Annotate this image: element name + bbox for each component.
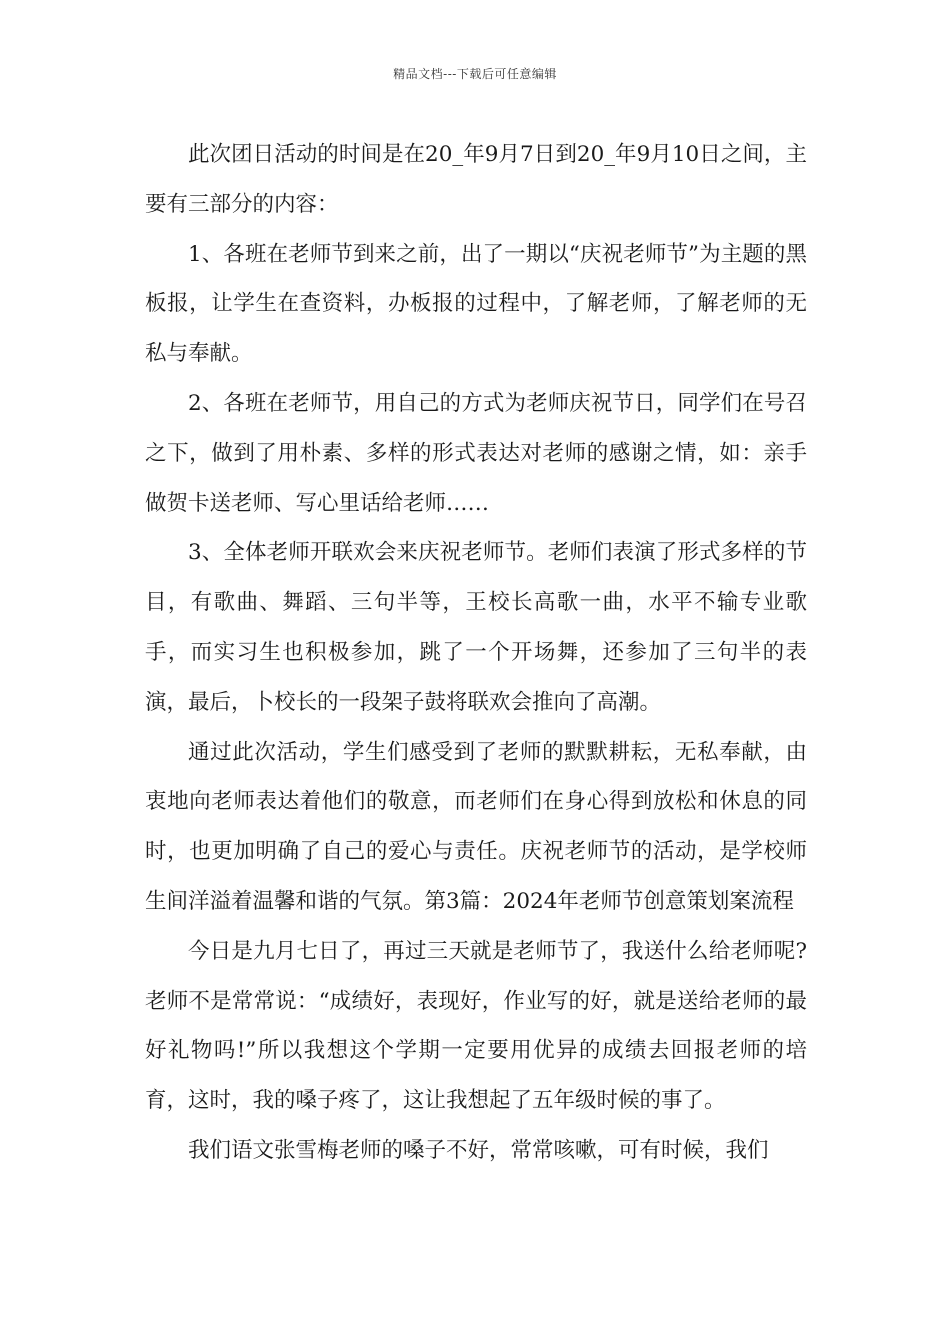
paragraph: 3、全体老师开联欢会来庆祝老师节。老师们表演了形式多样的节目，有歌曲、舞蹈、三句半等，王校长高歌一曲，水平不输专业歌手，而实习生也积极参加，跳了一个开场舞，还参加了三句半的表演，最后，卜校长的一段架子鼓将联欢会推向了高潮。 xyxy=(145,540,807,715)
paragraph: 2、各班在老师节，用自己的方式为老师庆祝节日，同学们在号召之下，做到了用朴素、多样的形式表达对老师的感谢之情，如：亲手做贺卡送老师、写心里话给老师…… xyxy=(145,390,807,516)
paragraph: 今日是九月七日了，再过三天就是老师节了，我送什么给老师呢?老师不是常常说：“成绩好，表现好，作业写的好，就是送给老师的最好礼物吗!”所以我想这个学期一定要用优异的成绩去回报老师的培育，这时，我的嗓子疼了，这让我想起了五年级时候的事了。 xyxy=(145,938,807,1114)
page-header: 精品文档---下载后可任意编辑 xyxy=(393,67,557,81)
paragraph: 此次团日活动的时间是在20_年9月7日到20_年9月10日之间，主要有三部分的内容： xyxy=(145,142,807,217)
document-body xyxy=(145,130,807,1176)
paragraph: 我们语文张雪梅老师的嗓子不好，常常咳嗽，可有时候，我们 xyxy=(188,1137,769,1163)
paragraph: 通过此次活动，学生们感受到了老师的默默耕耘，无私奉献，由衷地向老师表达着他们的敬意，而老师们在身心得到放松和休息的同时，也更加明确了自己的爱心与责任。庆祝老师节的活动，是学校师生间洋溢着温馨和谐的气氛。第3篇：2024年老师节创意策划案流程 xyxy=(145,739,807,914)
paragraph: 1、各班在老师节到来之前，出了一期以“庆祝老师节”为主题的黑板报，让学生在查资料，办板报的过程中，了解老师，了解老师的无私与奉献。 xyxy=(145,241,807,367)
